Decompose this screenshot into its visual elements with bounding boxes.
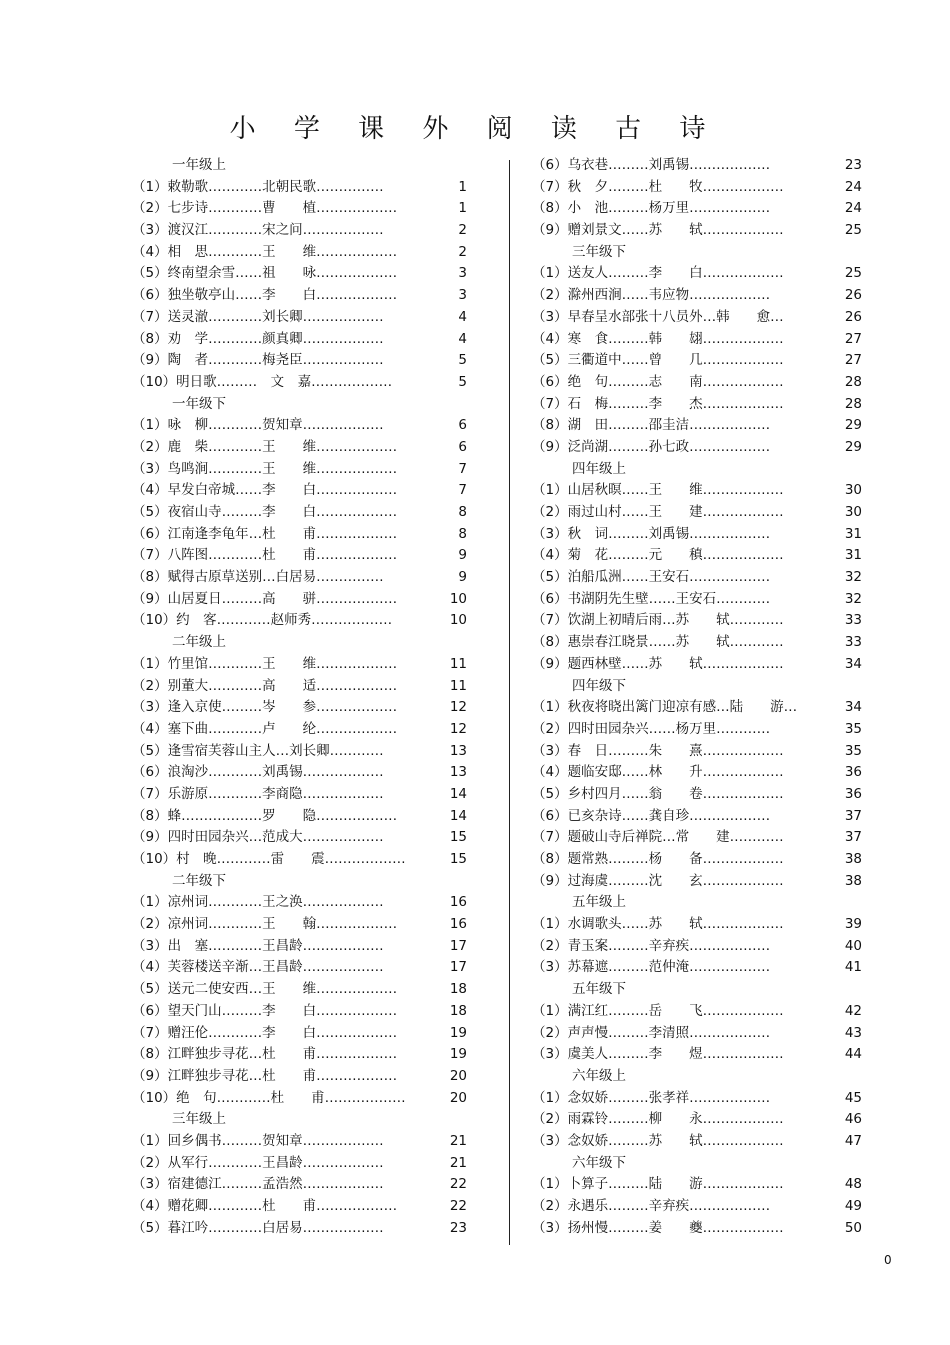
page-ref: 17 [449, 959, 467, 976]
page-ref: 26 [844, 287, 862, 304]
poem-title-author: （5）乡村四月……翁 卷……………… [532, 785, 784, 802]
poem-title-author: （2）雨霖铃………柳 永……………… [532, 1111, 784, 1128]
poem-title-author: （6）已亥杂诗……龚自珍……………… [532, 807, 771, 824]
toc-entry[interactable] [532, 263, 862, 285]
page-ref: 28 [844, 373, 862, 390]
page-ref: 32 [844, 569, 862, 586]
page-ref: 41 [844, 959, 862, 976]
grade-section-heading: 五年级上 [572, 894, 626, 911]
toc-entry[interactable] [532, 177, 862, 199]
toc-entry[interactable] [132, 1001, 467, 1023]
page-ref: 37 [844, 829, 862, 846]
toc-entry[interactable] [132, 502, 467, 524]
page-ref: 27 [844, 330, 862, 347]
toc-entry[interactable] [132, 1023, 467, 1045]
toc-entry[interactable] [132, 1153, 467, 1175]
toc-entry[interactable] [532, 1131, 862, 1153]
poem-title-author: （6）书湖阴先生壁……王安石………… [532, 590, 771, 607]
page-ref: 50 [844, 1219, 862, 1236]
toc-entry[interactable] [132, 1131, 467, 1153]
toc-entry[interactable] [532, 719, 862, 741]
poem-title-author: （4）相 思…………王 维……………… [132, 243, 398, 260]
toc-entry[interactable] [532, 914, 862, 936]
poem-title-author: （2）别董大…………高 适……………… [132, 677, 398, 694]
page-ref: 36 [844, 785, 862, 802]
toc-entry[interactable] [532, 1023, 862, 1045]
page-ref: 30 [844, 482, 862, 499]
poem-title-author: （6）江南逢李龟年…杜 甫……………… [132, 525, 398, 542]
page-ref: 35 [844, 720, 862, 737]
poem-title-author: （3）虞美人………李 煜……………… [532, 1046, 784, 1063]
grade-section-heading: 一年级下 [172, 395, 226, 412]
page-ref: 10 [449, 612, 467, 629]
page-ref: 19 [449, 1046, 467, 1063]
page-ref: 24 [844, 200, 862, 217]
poem-title-author: （4）题临安邸……林 升……………… [532, 764, 784, 781]
page-ref: 42 [844, 1002, 862, 1019]
toc-entry[interactable] [132, 1044, 467, 1066]
page-ref: 1 [458, 200, 467, 217]
page-ref: 25 [844, 265, 862, 282]
toc-entry[interactable] [132, 198, 467, 220]
toc-entry[interactable] [532, 806, 862, 828]
page-ref: 33 [844, 634, 862, 651]
poem-title-author: （5）送元二使安西…王 维……………… [132, 981, 398, 998]
toc-entry[interactable] [132, 350, 467, 372]
toc-entry[interactable] [532, 936, 862, 958]
page-ref: 21 [449, 1132, 467, 1149]
poem-title-author: （6）望天门山………李 白……………… [132, 1002, 398, 1019]
toc-entry[interactable] [132, 806, 467, 828]
poem-title-author: （5）三衢道中……曾 几……………… [532, 352, 784, 369]
toc-entry[interactable] [532, 198, 862, 220]
page-ref: 6 [458, 438, 467, 455]
toc-entry[interactable] [532, 589, 862, 611]
toc-entry[interactable] [532, 697, 862, 719]
toc-entry[interactable] [132, 914, 467, 936]
poem-title-author: （10）约 客…………赵师秀……………… [132, 612, 393, 629]
page-ref: 4 [458, 308, 467, 325]
poem-title-author: （2）滁州西涧……韦应物……………… [532, 287, 771, 304]
page-ref: 19 [449, 1024, 467, 1041]
page-ref: 32 [844, 590, 862, 607]
toc-entry[interactable] [132, 676, 467, 698]
toc-entry[interactable] [132, 567, 467, 589]
toc-entry[interactable] [532, 957, 862, 979]
page-ref: 1 [458, 178, 467, 195]
toc-entry[interactable] [132, 957, 467, 979]
poem-title-author: （8）湖 田………邵圭洁……………… [532, 417, 771, 434]
poem-title-author: （9）泛尚湖………孙七政……………… [532, 438, 771, 455]
poem-title-author: （2）鹿 柴…………王 维……………… [132, 438, 398, 455]
poem-title-author: （1）送友人………李 白……………… [532, 265, 784, 282]
page-ref: 46 [844, 1111, 862, 1128]
page-ref: 16 [449, 894, 467, 911]
page-ref: 12 [449, 720, 467, 737]
toc-entry[interactable] [132, 1174, 467, 1196]
page-ref: 16 [449, 916, 467, 933]
toc-entry[interactable] [532, 1218, 862, 1240]
page-ref: 47 [844, 1132, 862, 1149]
toc-entry[interactable] [532, 524, 862, 546]
poem-title-author: （3）宿建德江………孟浩然……………… [132, 1176, 384, 1193]
grade-section-heading: 二年级上 [172, 634, 226, 651]
page-ref: 31 [844, 547, 862, 564]
page-ref: 7 [458, 482, 467, 499]
poem-title-author: （5）终南望余雪……祖 咏……………… [132, 265, 398, 282]
toc-entry[interactable] [132, 415, 467, 437]
poem-title-author: （6）浪淘沙…………刘禹锡……………… [132, 764, 384, 781]
poem-title-author: （10）村 晚…………雷 震……………… [132, 851, 406, 867]
poem-title-author: （10）绝 句…………杜 甫……………… [132, 1089, 406, 1106]
toc-entry[interactable] [132, 849, 467, 871]
page-ref: 34 [844, 655, 862, 672]
column-divider [509, 160, 510, 1245]
toc-entry[interactable] [532, 741, 862, 763]
toc-entry[interactable] [532, 1174, 862, 1196]
poem-title-author: （3）扬州慢………姜 夔……………… [532, 1219, 784, 1236]
toc-entry[interactable] [532, 545, 862, 567]
poem-title-author: （2）四时田园杂兴……杨万里………… [532, 720, 771, 737]
toc-entry[interactable] [132, 437, 467, 459]
poem-title-author: （3）苏幕遮………范仲淹……………… [532, 959, 771, 976]
poem-title-author: （5）逢雪宿芙蓉山主人…刘长卿………… [132, 742, 384, 759]
poem-title-author: （3）逢入京使………岑 参……………… [132, 699, 398, 716]
toc-entry[interactable] [532, 567, 862, 589]
page-ref: 6 [458, 417, 467, 434]
poem-title-author: （4）早发白帝城……李 白……………… [132, 482, 398, 499]
toc-entry[interactable] [532, 632, 862, 654]
page-ref: 43 [844, 1024, 862, 1041]
toc-entry[interactable] [132, 372, 467, 394]
toc-entry[interactable] [532, 307, 862, 329]
page-ref: 15 [449, 851, 467, 867]
poem-title-author: （7）饮湖上初晴后雨…苏 轼………… [532, 612, 784, 629]
toc-entry[interactable] [132, 892, 467, 914]
poem-title-author: （1）竹里馆…………王 维……………… [132, 655, 398, 672]
page-ref: 15 [449, 829, 467, 846]
poem-title-author: （9）四时田园杂兴…范成大……………… [132, 829, 384, 846]
toc-entry[interactable] [532, 784, 862, 806]
poem-title-author: （7）乐游原…………李商隐……………… [132, 785, 384, 802]
toc-entry[interactable] [132, 307, 467, 329]
poem-title-author: （8）题常熟………杨 备……………… [532, 851, 784, 867]
poem-title-author: （8）小 池………杨万里……………… [532, 200, 771, 217]
page-ref: 38 [844, 851, 862, 867]
page-ref: 45 [844, 1089, 862, 1106]
poem-title-author: （4）塞下曲…………卢 纶……………… [132, 720, 398, 737]
poem-title-author: （2）声声慢………李清照……………… [532, 1024, 771, 1041]
poem-title-author: （1）水调歌头……苏 轼……………… [532, 916, 784, 933]
poem-title-author: （7）秋 夕………杜 牧……………… [532, 178, 784, 195]
toc-entry[interactable] [132, 719, 467, 741]
page-ref: 35 [844, 742, 862, 759]
toc-entry[interactable] [532, 220, 862, 242]
page-ref: 9 [458, 569, 467, 586]
poem-title-author: （2）青玉案………辛弃疾……………… [532, 937, 771, 954]
page-ref: 22 [449, 1176, 467, 1193]
grade-section-heading: 三年级下 [572, 243, 626, 260]
toc-entry[interactable] [132, 1218, 467, 1240]
page-ref: 8 [458, 504, 467, 520]
toc-entry[interactable] [532, 394, 862, 416]
page-ref: 28 [844, 395, 862, 412]
poem-title-author: （7）赠汪伦…………李 白……………… [132, 1024, 398, 1041]
poem-title-author: （2）七步诗…………曹 植……………… [132, 200, 398, 217]
page-ref: 37 [844, 807, 862, 824]
page-ref: 48 [844, 1176, 862, 1193]
toc-entry[interactable] [132, 524, 467, 546]
page-ref: 5 [458, 373, 467, 390]
poem-title-author: （3）出 塞…………王昌龄……………… [132, 937, 384, 954]
poem-title-author: （3）鸟鸣涧…………王 维……………… [132, 460, 398, 477]
poem-title-author: （9）题西林壁……苏 轼……………… [532, 655, 784, 672]
toc-entry[interactable] [132, 1088, 467, 1110]
poem-title-author: （6）绝 句………志 南……………… [532, 373, 784, 390]
page-ref: 18 [449, 1002, 467, 1019]
page-ref: 40 [844, 937, 862, 954]
page-ref: 23 [449, 1219, 467, 1236]
toc-entry[interactable] [532, 849, 862, 871]
toc-entry[interactable] [132, 784, 467, 806]
poem-title-author: （7）题破山寺后禅院…常 建………… [532, 829, 784, 846]
poem-title-author: （6）独坐敬亭山……李 白……………… [132, 287, 398, 304]
poem-title-author: （4）寒 食………韩 翃……………… [532, 330, 784, 347]
page-ref: 2 [458, 243, 467, 260]
toc-entry[interactable] [532, 502, 862, 524]
poem-title-author: （9）陶 者…………梅尧臣……………… [132, 352, 384, 369]
toc-entry[interactable] [132, 329, 467, 351]
toc-entry[interactable] [532, 1001, 862, 1023]
page-ref: 30 [844, 504, 862, 520]
poem-title-author: （7）石 梅………李 杰……………… [532, 395, 784, 412]
poem-title-author: （4）菊 花………元 稹……………… [532, 547, 784, 564]
grade-section-heading: 二年级下 [172, 872, 226, 889]
page-title: 小 学 课 外 阅 读 古 诗 [229, 114, 721, 144]
poem-title-author: （4）赠花卿…………杜 甫……………… [132, 1198, 398, 1214]
page-ref: 27 [844, 352, 862, 369]
toc-entry[interactable] [132, 285, 467, 307]
poem-title-author: （1）念奴娇………张孝祥……………… [532, 1089, 771, 1106]
toc-entry[interactable] [132, 762, 467, 784]
poem-title-author: （3）秋 词………刘禹锡……………… [532, 525, 771, 542]
page-ref: 9 [458, 547, 467, 564]
toc-entry[interactable] [132, 1196, 467, 1218]
poem-title-author: （1）卜算子………陆 游……………… [532, 1176, 784, 1193]
poem-title-author: （1）满江红………岳 飞……………… [532, 1002, 784, 1019]
page-ref: 13 [449, 742, 467, 759]
toc-entry[interactable] [132, 741, 467, 763]
poem-title-author: （9）山居夏日………高 骈……………… [132, 590, 398, 607]
poem-title-author: （9）江畔独步寻花…杜 甫……………… [132, 1067, 398, 1084]
toc-entry[interactable] [132, 480, 467, 502]
toc-entry[interactable] [532, 329, 862, 351]
grade-section-heading: 一年级上 [172, 157, 226, 173]
page-ref: 20 [449, 1089, 467, 1106]
page-ref: 18 [449, 981, 467, 998]
page-ref: 2 [458, 222, 467, 239]
poem-title-author: （4）芙蓉楼送辛渐…王昌龄……………… [132, 959, 384, 976]
page-ref: 13 [449, 764, 467, 781]
toc-entry[interactable] [532, 437, 862, 459]
page-ref: 36 [844, 764, 862, 781]
grade-section-heading: 六年级上 [572, 1067, 626, 1084]
poem-title-author: （7）送灵澈…………刘长卿……………… [132, 308, 384, 325]
poem-title-author: （3）春 日………朱 熹……………… [532, 742, 784, 759]
poem-title-author: （8）蜂………………罗 隐……………… [132, 807, 398, 824]
toc-entry[interactable] [532, 1088, 862, 1110]
page-ref: 34 [844, 699, 862, 716]
toc-entry[interactable] [132, 459, 467, 481]
grade-section-heading: 五年级下 [572, 981, 626, 998]
left-toc-column [132, 155, 467, 1239]
page-ref: 3 [458, 265, 467, 282]
poem-title-author: （8）江畔独步寻花…杜 甫……………… [132, 1046, 398, 1063]
grade-section-heading: 四年级上 [572, 460, 626, 477]
toc-entry[interactable] [532, 285, 862, 307]
grade-section-heading: 六年级下 [572, 1154, 626, 1171]
toc-entry[interactable] [532, 762, 862, 784]
page-ref: 7 [458, 460, 467, 477]
poem-title-author: （7）八阵图…………杜 甫……………… [132, 547, 398, 564]
page-number: 0 [884, 1253, 892, 1267]
toc-entry[interactable] [532, 1044, 862, 1066]
poem-title-author: （2）雨过山村……王 建……………… [532, 504, 784, 520]
toc-entry[interactable] [532, 1196, 862, 1218]
toc-entry[interactable] [132, 1066, 467, 1088]
poem-title-author: （1）回乡偶书………贺知章……………… [132, 1132, 384, 1149]
toc-entry[interactable] [132, 589, 467, 611]
page-ref: 29 [844, 417, 862, 434]
toc-entry[interactable] [132, 545, 467, 567]
page-ref: 25 [844, 222, 862, 239]
poem-title-author: （1）秋夜将晓出篱门迎凉有感…陆 游… [532, 699, 798, 716]
page-ref: 38 [844, 872, 862, 889]
toc-entry[interactable] [532, 654, 862, 676]
page-ref: 29 [844, 438, 862, 455]
poem-title-author: （9）过海虞………沈 玄……………… [532, 872, 784, 889]
toc-entry[interactable] [132, 263, 467, 285]
poem-title-author: （2）从军行…………王昌龄……………… [132, 1154, 384, 1171]
page-ref: 10 [449, 590, 467, 607]
poem-title-author: （9）赠刘景文……苏 轼……………… [532, 222, 784, 239]
poem-title-author: （3）早春呈水部张十八员外…韩 愈… [532, 308, 784, 325]
poem-title-author: （2）永遇乐………辛弃疾……………… [532, 1198, 771, 1214]
poem-title-author: （5）泊船瓜洲……王安石……………… [532, 569, 771, 586]
page-ref: 11 [449, 677, 467, 694]
toc-entry[interactable] [532, 827, 862, 849]
toc-entry[interactable] [132, 654, 467, 676]
toc-entry[interactable] [132, 936, 467, 958]
toc-entry[interactable] [532, 871, 862, 893]
page-ref: 12 [449, 699, 467, 716]
page-ref: 17 [449, 937, 467, 954]
page-ref: 31 [844, 525, 862, 542]
page-ref: 14 [449, 807, 467, 824]
page-ref: 24 [844, 178, 862, 195]
page-ref: 49 [844, 1198, 862, 1214]
page-ref: 44 [844, 1046, 862, 1063]
poem-title-author: （8）劝 学…………颜真卿……………… [132, 330, 384, 347]
poem-title-author: （5）夜宿山寺………李 白……………… [132, 504, 398, 520]
toc-entry[interactable] [132, 242, 467, 264]
right-toc-column [532, 155, 862, 1239]
poem-title-author: （3）渡汉江…………宋之问……………… [132, 222, 384, 239]
toc-entry[interactable] [532, 155, 862, 177]
poem-title-author: （2）凉州词…………王 翰……………… [132, 916, 398, 933]
page-ref: 26 [844, 308, 862, 325]
poem-title-author: （1）凉州词…………王之涣……………… [132, 894, 384, 911]
toc-entry[interactable] [532, 350, 862, 372]
page-ref: 20 [449, 1067, 467, 1084]
toc-entry[interactable] [132, 979, 467, 1001]
page-ref: 5 [458, 352, 467, 369]
page-ref: 23 [844, 157, 862, 173]
toc-entry[interactable] [532, 372, 862, 394]
page-ref: 39 [844, 916, 862, 933]
poem-title-author: （8）赋得古原草送别…白居易…………… [132, 569, 384, 586]
poem-title-author: （6）乌衣巷………刘禹锡……………… [532, 157, 771, 173]
poem-title-author: （5）暮江吟…………白居易……………… [132, 1219, 384, 1236]
page-ref: 33 [844, 612, 862, 629]
poem-title-author: （10）明日歌……… 文 嘉……………… [132, 373, 393, 390]
grade-section-heading: 三年级上 [172, 1111, 226, 1128]
poem-title-author: （1）敕勒歌…………北朝民歌…………… [132, 178, 384, 195]
poem-title-author: （3）念奴娇………苏 轼……………… [532, 1132, 784, 1149]
page-ref: 4 [458, 330, 467, 347]
toc-entry[interactable] [532, 415, 862, 437]
toc-entry[interactable] [132, 827, 467, 849]
toc-entry[interactable] [532, 1109, 862, 1131]
poem-title-author: （1）咏 柳…………贺知章……………… [132, 417, 384, 434]
grade-section-heading: 四年级下 [572, 677, 626, 694]
toc-entry[interactable] [132, 697, 467, 719]
page-ref: 11 [449, 655, 467, 672]
page-ref: 3 [458, 287, 467, 304]
toc-entry[interactable] [132, 610, 467, 632]
toc-entry[interactable] [532, 610, 862, 632]
toc-entry[interactable] [532, 480, 862, 502]
poem-title-author: （8）惠崇春江晓景……苏 轼………… [532, 634, 784, 651]
page-ref: 8 [458, 525, 467, 542]
poem-title-author: （1）山居秋暝……王 维……………… [532, 482, 784, 499]
page-ref: 21 [449, 1154, 467, 1171]
page-ref: 14 [449, 785, 467, 802]
toc-entry[interactable] [132, 220, 467, 242]
toc-entry[interactable] [132, 177, 467, 199]
page-ref: 22 [449, 1198, 467, 1214]
